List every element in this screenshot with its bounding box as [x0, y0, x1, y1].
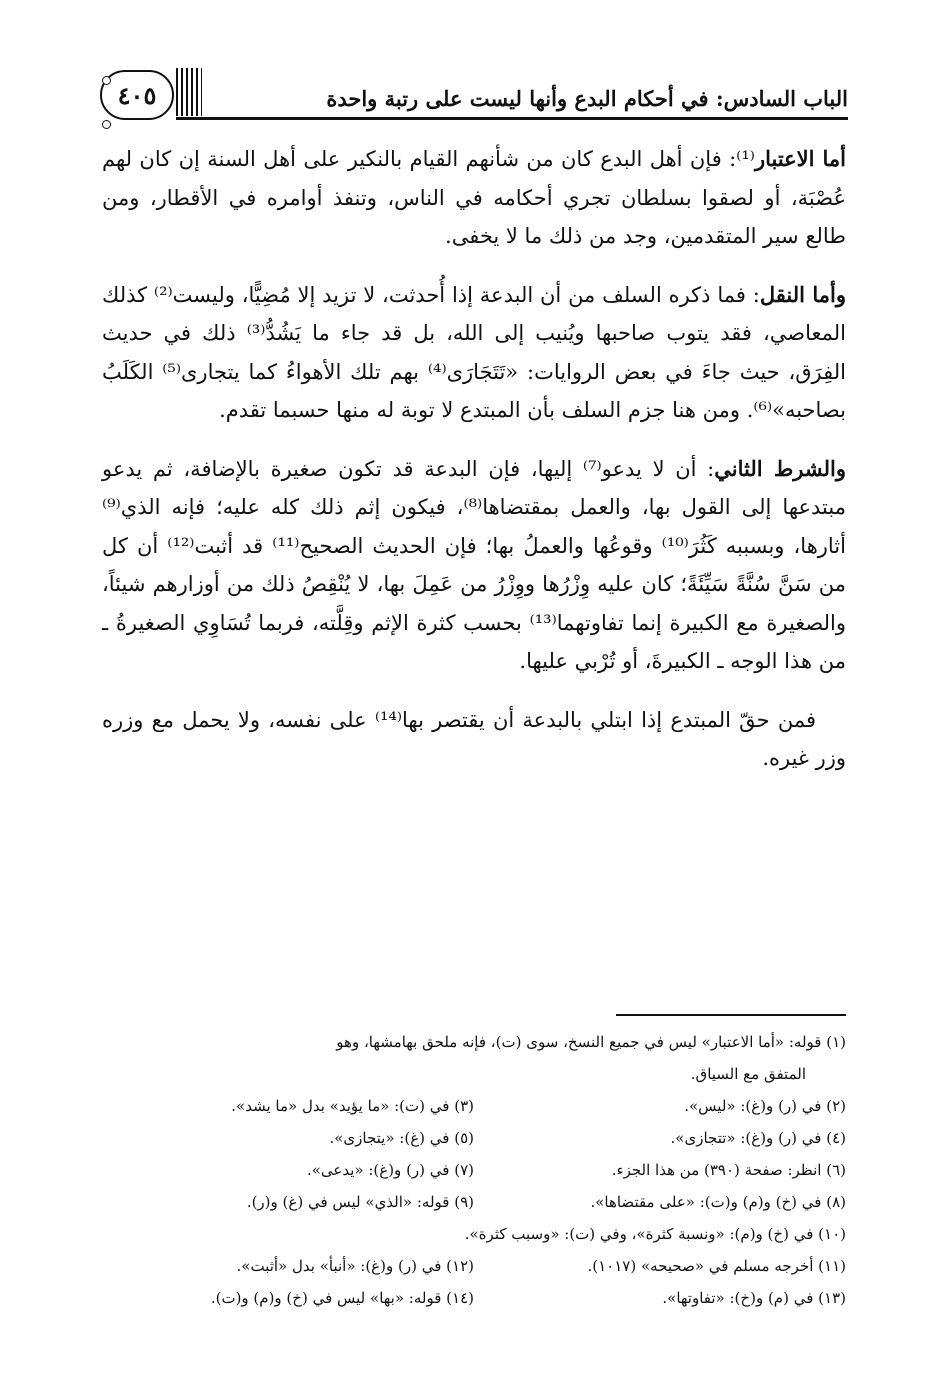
- footnote-12: (١٢) في (ر) و(غ): «أنبأ» بدل «أثبت».: [236, 1257, 474, 1275]
- ornament-dot-icon: [102, 76, 111, 85]
- paragraph-text: : فما ذكره السلف من أن البدعة إذا أُحدثت، لا تزيد إلا مُضِيًّا، وليست⁽²⁾ كذلك المعاصي، فقد يتوب صاحبها ويُنيب إلى الله، بل قد جاء ما يَشُدُّ⁽³⁾ ذلك في حديث الفِرَق، حيث جاءَ في بعض الروايات: «تَتَجَارَى⁽⁴⁾ بهم تلك الأهواءُ كما يتجارى⁽⁵⁾ الكَلَبُ بصاحبه»⁽⁶⁾. ومن هنا جزم السلف بأن المبتدع لا توبة له منها حسبما تقدم.: [102, 282, 846, 422]
- footnotes: [102, 1026, 846, 1314]
- chapter-title: الباب السادس: في أحكام البدع وأنها ليست على رتبة واحدة: [326, 86, 848, 111]
- ornament-dot-icon: [102, 120, 111, 129]
- paragraph-text: : أن لا يدعو⁽⁷⁾ إليها، فإن البدعة قد تكون صغيرة بالإضافة، ثم يدعو مبتدعها إلى القول بها، والعمل بمقتضاها⁽⁸⁾، فيكون إثم ذلك كله عليه؛ فإنه الذي⁽⁹⁾ أثارها، وبسببه كَثُرَ⁽¹⁰⁾ وقوعُها والعملُ بها؛ فإن الحديث الصحيح⁽¹¹⁾ قد أثبت⁽¹²⁾ أن كل من سَنَّ سُنَّةً سَيِّئَةً؛ كان عليه وِزْرُها ووِزْرُ من عَمِلَ بها، لا يُنْقِصُ ذلك من أوزارهم شيئاً، والصغيرة مع الكبيرة إنما تفاوتهما⁽¹³⁾ بحسب كثرة الإثم وقِلَّته، فربما تُسَاوِي الصغيرةُ ـ من هذا الوجه ـ الكبيرةَ، أو تُرْبي عليها.: [102, 456, 847, 673]
- footnote-separator: [616, 1014, 846, 1016]
- page-number: ٤٠٥: [117, 80, 157, 110]
- footnote-1-continued: المتفق مع السياق.: [690, 1065, 806, 1083]
- footnote-10: (١٠) في (خ) و(م): «ونسبة كثرة»، وفي (ت): «وسبب كثرة».: [464, 1225, 846, 1243]
- footnote-9: (٩) قوله: «الذي» ليس في (غ) و(ر).: [246, 1193, 474, 1211]
- paragraph: [102, 276, 846, 430]
- footnote-row: [102, 1186, 846, 1218]
- footnote-14: (١٤) قوله: «بها» ليس في (خ) و(م) و(ت).: [210, 1289, 474, 1307]
- footnote-5: (٥) في (غ): «يتجازى».: [329, 1129, 474, 1147]
- footnote-2: (٢) في (ر) و(غ): «ليس».: [684, 1097, 846, 1115]
- footnote-6: (٦) انظر: صفحة (٣٩٠) من هذا الجزء.: [611, 1161, 846, 1179]
- footnote-row: [102, 1090, 846, 1122]
- paragraph-lead: أما الاعتبار: [754, 146, 846, 171]
- page-number-badge: [100, 70, 174, 120]
- header-rule: [176, 117, 848, 120]
- footnote-row: [102, 1122, 846, 1154]
- running-header: [92, 62, 848, 120]
- footnote-row: [102, 1282, 846, 1314]
- footnote-row: [102, 1250, 846, 1282]
- paragraph: [102, 701, 846, 778]
- paragraph: [102, 450, 846, 681]
- main-text: [102, 140, 846, 798]
- paragraph-text: ⁽¹⁾: فإن أهل البدع كان من شأنهم القيام بالنكير على أهل السنة إن كان لهم عُصْبَة، أو لصقوا بسلطان تجري أحكامه في الناس، وتنفذ أوامره في الأقطار، ومن طالع سير المتقدمين، وجد من ذلك ما لا يخفى.: [102, 147, 846, 248]
- footnote-row: [102, 1154, 846, 1186]
- footnote-4: (٤) في (ر) و(غ): «تتجازى».: [670, 1129, 846, 1147]
- paragraph-lead: وأما النقل: [759, 281, 847, 307]
- footnote-3: (٣) في (ت): «ما يؤيد» بدل «ما يشد».: [231, 1097, 474, 1115]
- footnote-11: (١١) أخرجه مسلم في «صحيحه» (١٠١٧).: [587, 1257, 846, 1275]
- paragraph: [102, 140, 846, 256]
- footnote-1: (١) قوله: «أما الاعتبار» ليس في جميع النسخ، سوى (ت)، فإنه ملحق بهامشها، وهو: [336, 1033, 846, 1051]
- header-ornament-bars: [176, 68, 202, 116]
- paragraph-lead: والشرط الثاني: [714, 455, 846, 481]
- footnote-8: (٨) في (خ) و(م) و(ت): «على مقتضاها».: [590, 1193, 846, 1211]
- paragraph-text: فمن حقّ المبتدع إذا ابتلي بالبدعة أن يقتصر بها⁽¹⁴⁾ على نفسه، ولا يحمل مع وزره وزر غيره.: [102, 707, 846, 770]
- footnote-13: (١٣) في (م) و(خ): «تفاوتها».: [662, 1289, 846, 1307]
- footnote-7: (٧) في (ر) و(غ): «يدعى».: [306, 1161, 474, 1179]
